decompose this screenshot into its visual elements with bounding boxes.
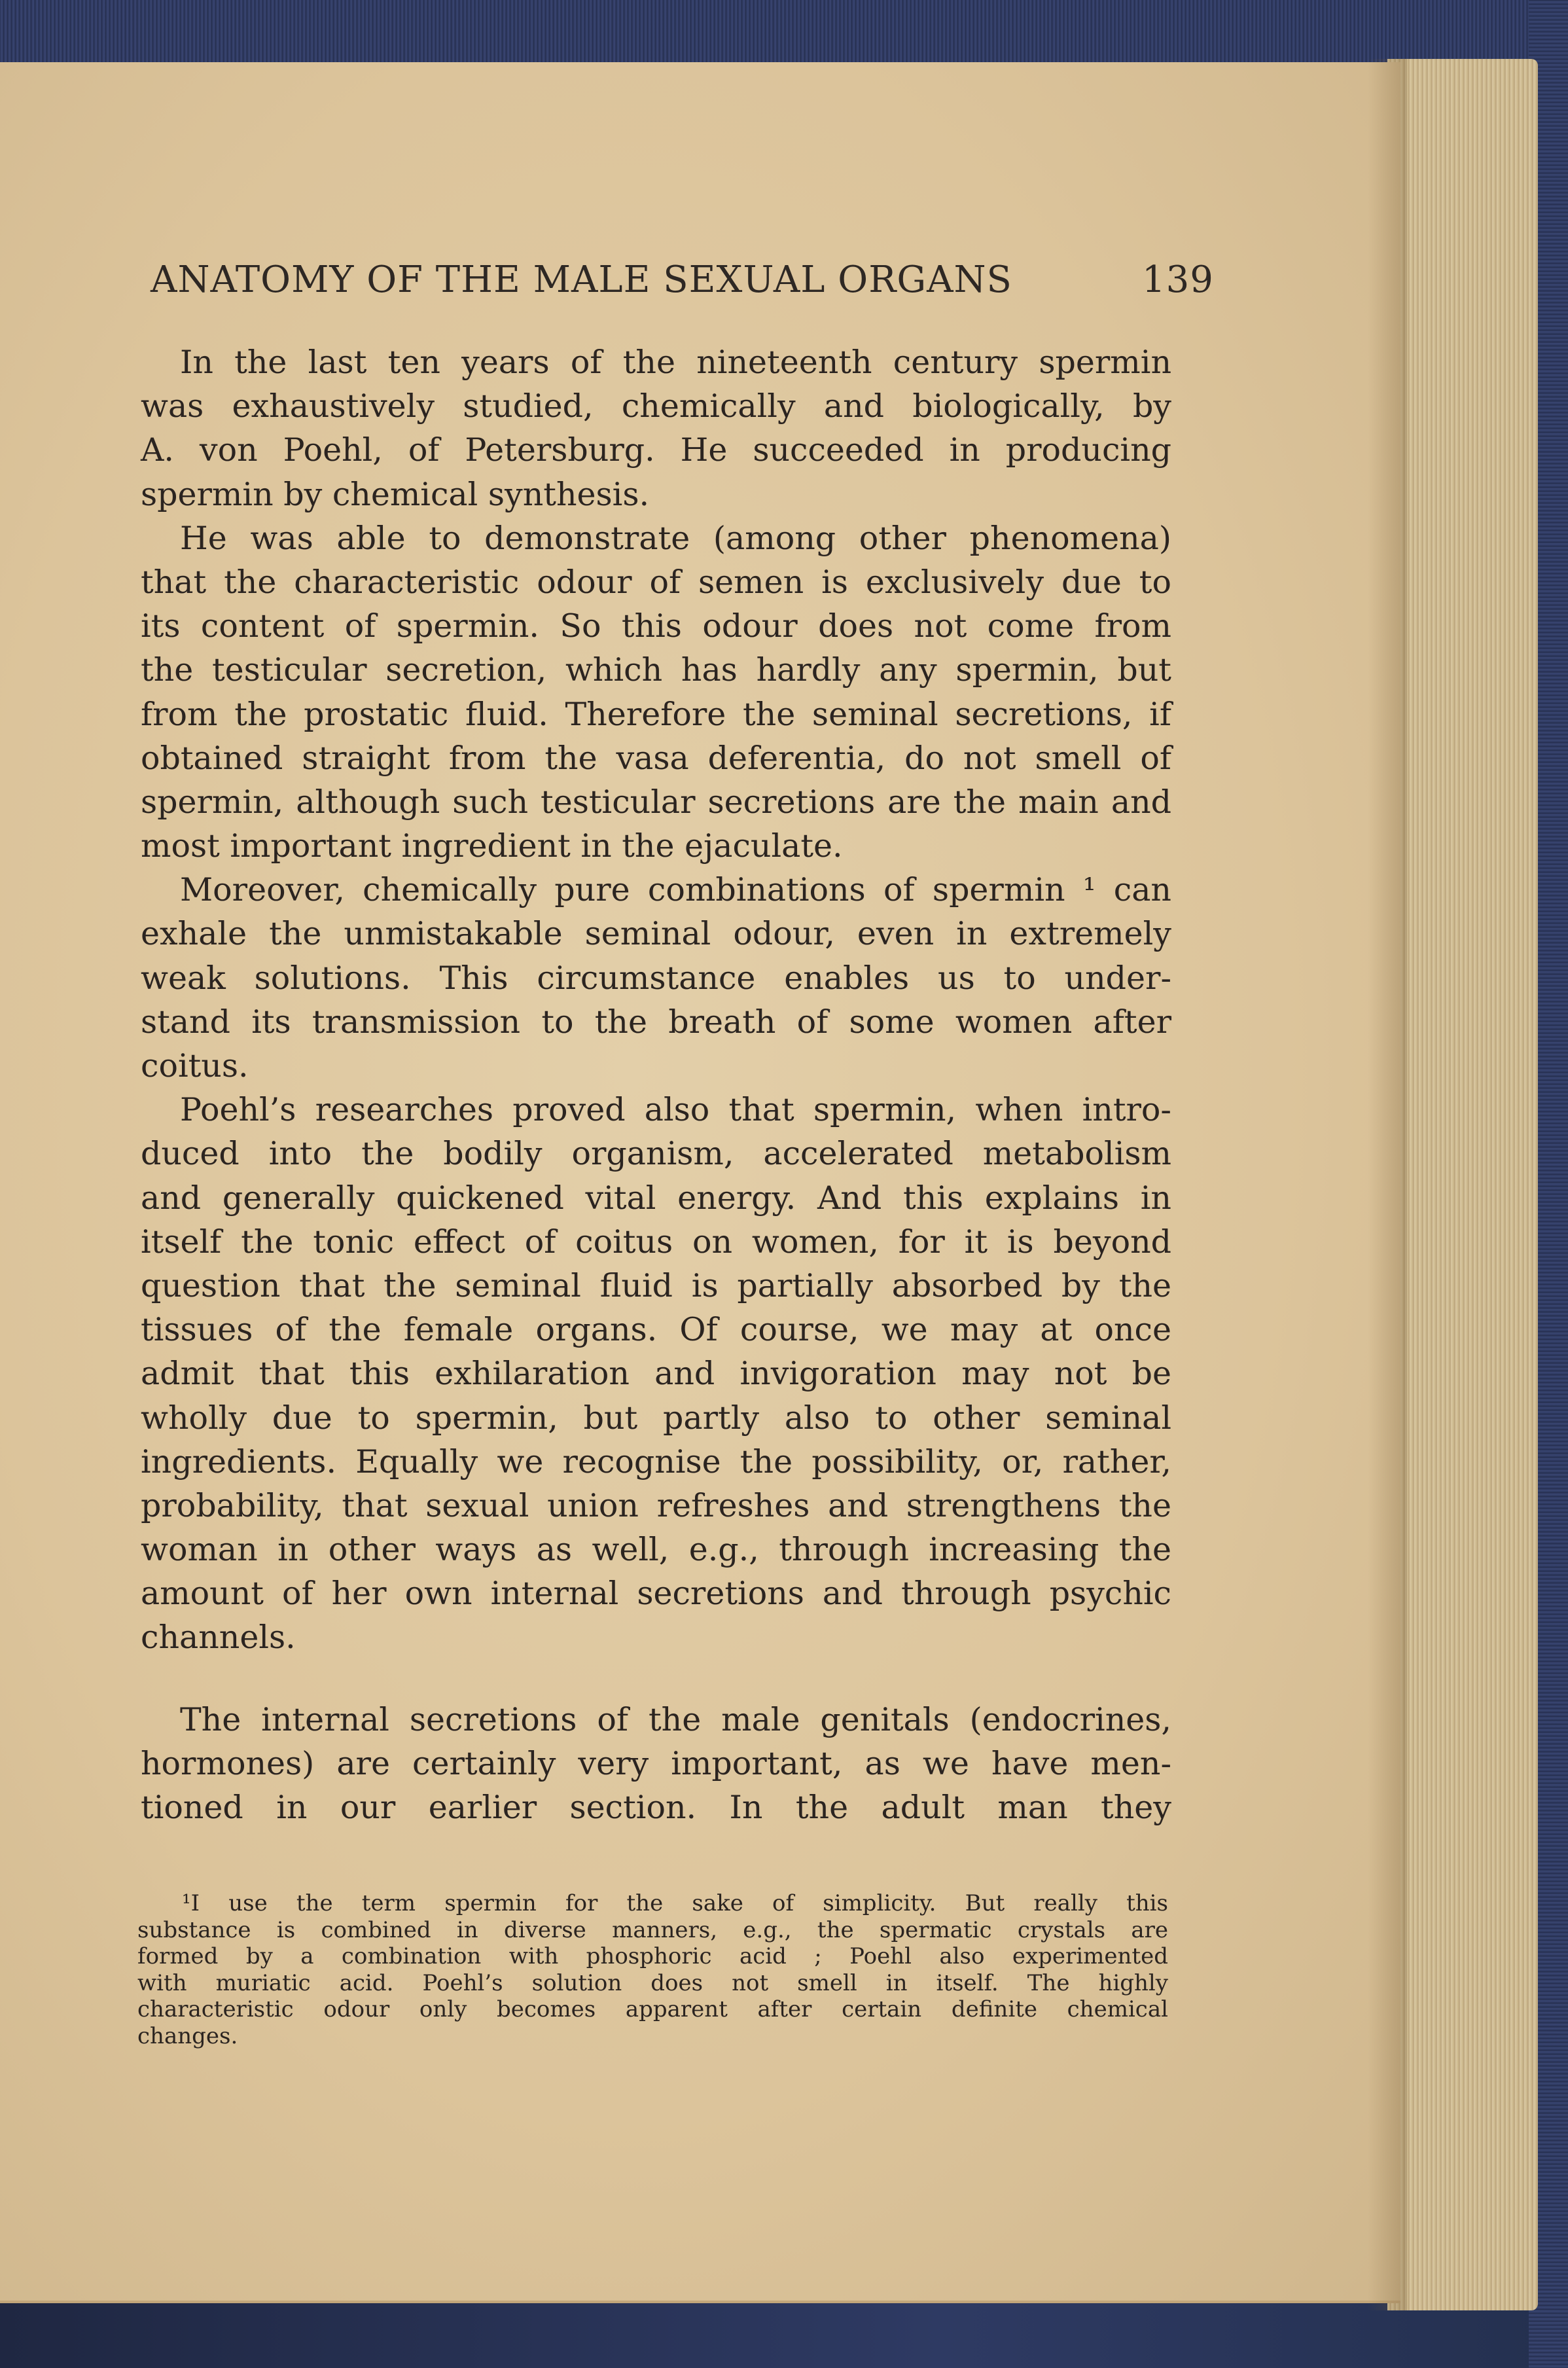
text-line: ingredients. Equally we recognise the possibility, or, rather, [141,1443,1171,1480]
text-line: Poehl’s researches proved also that spermin, when intro- [180,1091,1171,1129]
text-line: probability, that sexual union refreshes and strengthens the [141,1486,1171,1524]
text-line: question that the seminal fluid is partially absorbed by the [141,1266,1171,1304]
text-line: spermin, although such testicular secretions are the main and [141,783,1171,821]
text-line: from the prostatic fluid. Therefore the seminal secretions, if [141,695,1171,733]
text-line: its content of spermin. So this odour does not come from [141,607,1171,645]
text-line: A. von Poehl, of Petersburg. He succeeded in producing [141,431,1171,469]
text-line: tissues of the female organs. Of course, we may at once [141,1311,1171,1349]
footnote-line: substance is combined in diverse manners, e.g., the spermatic crystals are [137,1916,1168,1943]
section-gap [141,1660,1171,1698]
page-fore-edge [1387,59,1538,2310]
footnote-line: formed by a combination with phosphoric acid ; Poehl also experimented [137,1943,1168,1969]
text-line: was exhaustively studied, chemically and biologically, by [141,387,1171,425]
page-gutter-shadow [1368,59,1407,2310]
text-line: tioned in our earlier section. In the adult man they [141,1789,1171,1826]
text-line: most important ingredient in the ejaculate. [141,827,843,865]
text-line: stand its transmission to the breath of some women after [141,1003,1171,1041]
text-line: duced into the bodily organism, accelerated metabolism [141,1135,1171,1173]
text-line: He was able to demonstrate (among other phenomena) [180,519,1171,557]
footnote-line: with muriatic acid. Poehl’s solution does not smell in itself. The highly [137,1969,1168,1996]
text-line: channels. [141,1619,296,1657]
footnote-line: ¹I use the term spermin for the sake of simplicity. But really this [182,1890,1168,1916]
text-line: and generally quickened vital energy. And this explains in [141,1179,1171,1217]
running-title: ANATOMY OF THE MALE SEXUAL ORGANS [151,259,1012,301]
text-line: wholly due to spermin, but partly also to other seminal [141,1399,1171,1437]
text-line: weak solutions. This circumstance enables us to under- [141,959,1171,997]
text-line: obtained straight from the vasa deferentia, do not smell of [141,739,1171,777]
footnote [137,1890,1168,2049]
text-line: woman in other ways as well, e.g., through increasing the [141,1531,1171,1569]
text-line: the testicular secretion, which has hardly any spermin, but [141,651,1171,689]
text-line: exhale the unmistakable seminal odour, even in extremely [141,915,1171,953]
text-line: Moreover, chemically pure combinations of spermin ¹ can [180,871,1171,909]
text-line: admit that this exhilaration and invigoration may not be [141,1355,1171,1393]
text-line: coitus. [141,1047,249,1085]
text-line: hormones) are certainly very important, as we have men- [141,1744,1171,1782]
page-number: 139 [1142,259,1214,301]
footnote-line: changes. [137,2022,238,2049]
footnote-line: characteristic odour only becomes apparent after certain definite chemical [137,1996,1168,2022]
text-line: itself the tonic effect of coitus on women, for it is beyond [141,1223,1171,1261]
text-line: that the characteristic odour of semen is exclusively due to [141,563,1171,601]
text-line: amount of her own internal secretions and through psychic [141,1575,1171,1613]
text-line: The internal secretions of the male genitals (endocrines, [180,1700,1171,1738]
text-line: spermin by chemical synthesis. [141,475,650,513]
page-body [141,340,1171,1829]
text-line: In the last ten years of the nineteenth century spermin [180,344,1171,381]
cover-top-edge [0,0,1568,72]
